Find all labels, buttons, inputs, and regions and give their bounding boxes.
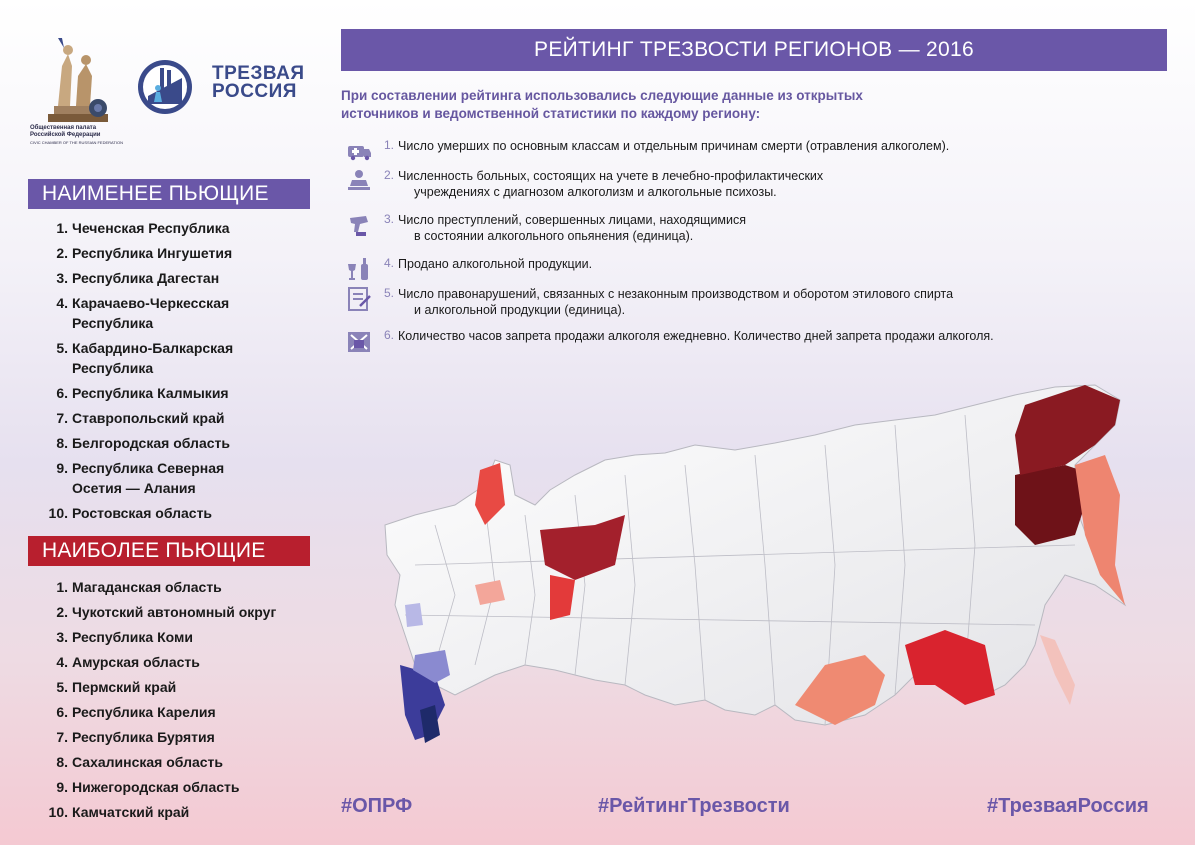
list-item: 4. Амурская область (56, 654, 200, 670)
list-item: 9. Республика Северная Осетия — Алания (56, 460, 225, 496)
criterion-6: 6. Количество часов запрета продажи алкоголя ежедневно. Количество дней запрета продажи алкоголя. (346, 328, 994, 354)
list-item: 2. Чукотский автономный округ (56, 604, 277, 620)
most-drinking-header: НАИБОЛЕЕ ПЬЮЩИЕ (28, 536, 310, 566)
list-item: 5. Кабардино-Балкарская Республика (56, 340, 234, 376)
list-item: 6. Республика Карелия (56, 704, 216, 720)
region-sakhalin (1040, 635, 1075, 705)
list-item: 10. Камчатский край (48, 804, 190, 820)
region-belgorod (405, 603, 423, 627)
list-item: 3. Республика Дагестан (56, 270, 220, 286)
list-item: 1. Чеченская Республика (56, 220, 230, 236)
ambulance-icon (346, 138, 372, 164)
list-item: 8. Белгородская область (56, 435, 230, 451)
list-item: 8. Сахалинская область (56, 754, 224, 770)
list-item: 5. Пермский край (56, 679, 177, 695)
list-item: 1. Магаданская область (56, 579, 222, 595)
hashtag-rating[interactable]: #РейтингТрезвости (598, 795, 790, 817)
document-icon (346, 286, 372, 312)
trezvaya-rossiya-emblem-icon (136, 58, 194, 116)
most-drinking-list (28, 577, 318, 822)
criterion-1: 1. Число умерших по основным классам и отдельным причинам смерти (отравления алкоголем). (346, 138, 949, 164)
trezvaya-logo-line2: РОССИЯ (212, 81, 297, 102)
least-drinking-list (28, 218, 318, 523)
intro-text: При составлении рейтинга использовались следующие данные из открытых источников и ведомственной статистики по каждому региону: (341, 88, 863, 121)
patient-bed-icon (346, 168, 372, 194)
hashtag-opf[interactable]: #ОПРФ (341, 795, 413, 817)
least-drinking-header: НАИМЕНЕЕ ПЬЮЩИЕ (28, 179, 310, 209)
list-item: 7. Ставропольский край (56, 410, 225, 426)
bottle-glass-icon (346, 256, 372, 282)
ban-box-icon (346, 328, 372, 354)
list-item: 2. Республика Ингушетия (56, 245, 233, 261)
list-item: 3. Республика Коми (56, 629, 193, 645)
list-item: 7. Республика Бурятия (56, 729, 215, 745)
list-item: 9. Нижегородская область (56, 779, 240, 795)
list-item: 10. Ростовская область (48, 505, 213, 521)
trezvaya-logo-line1: ТРЕЗВАЯ (212, 63, 305, 84)
criterion-2: 2. Численность больных, состоящих на учете в лечебно-профилактических учреждениях с диагнозом алкоголизм и алкогольные психозы. (346, 168, 823, 200)
russia-regions-map (375, 365, 1175, 765)
criterion-4: 4. Продано алкогольной продукции. (346, 256, 592, 282)
criterion-3: 3. Число преступлений, совершенных лицами, находящимися в состоянии алкогольного опьянения (единица). (346, 212, 746, 244)
crime-icon (346, 212, 372, 238)
page-title: РЕЙТИНГ ТРЕЗВОСТИ РЕГИОНОВ — 2016 (341, 29, 1167, 71)
hashtag-trezvaya[interactable]: #ТрезваяРоссия (987, 795, 1149, 817)
opc-caption: Общественная палата Российской Федерации CIVIC CHAMBER OF THE RUSSIAN FEDERATION (30, 125, 123, 145)
list-item: 6. Республика Калмыкия (56, 385, 229, 401)
criterion-5: 5. Число правонарушений, связанных с незаконным производством и оборотом этилового спирта и алкогольной продукции (единица). (346, 286, 953, 318)
list-item: 4. Карачаево-Черкесская Республика (56, 295, 230, 331)
